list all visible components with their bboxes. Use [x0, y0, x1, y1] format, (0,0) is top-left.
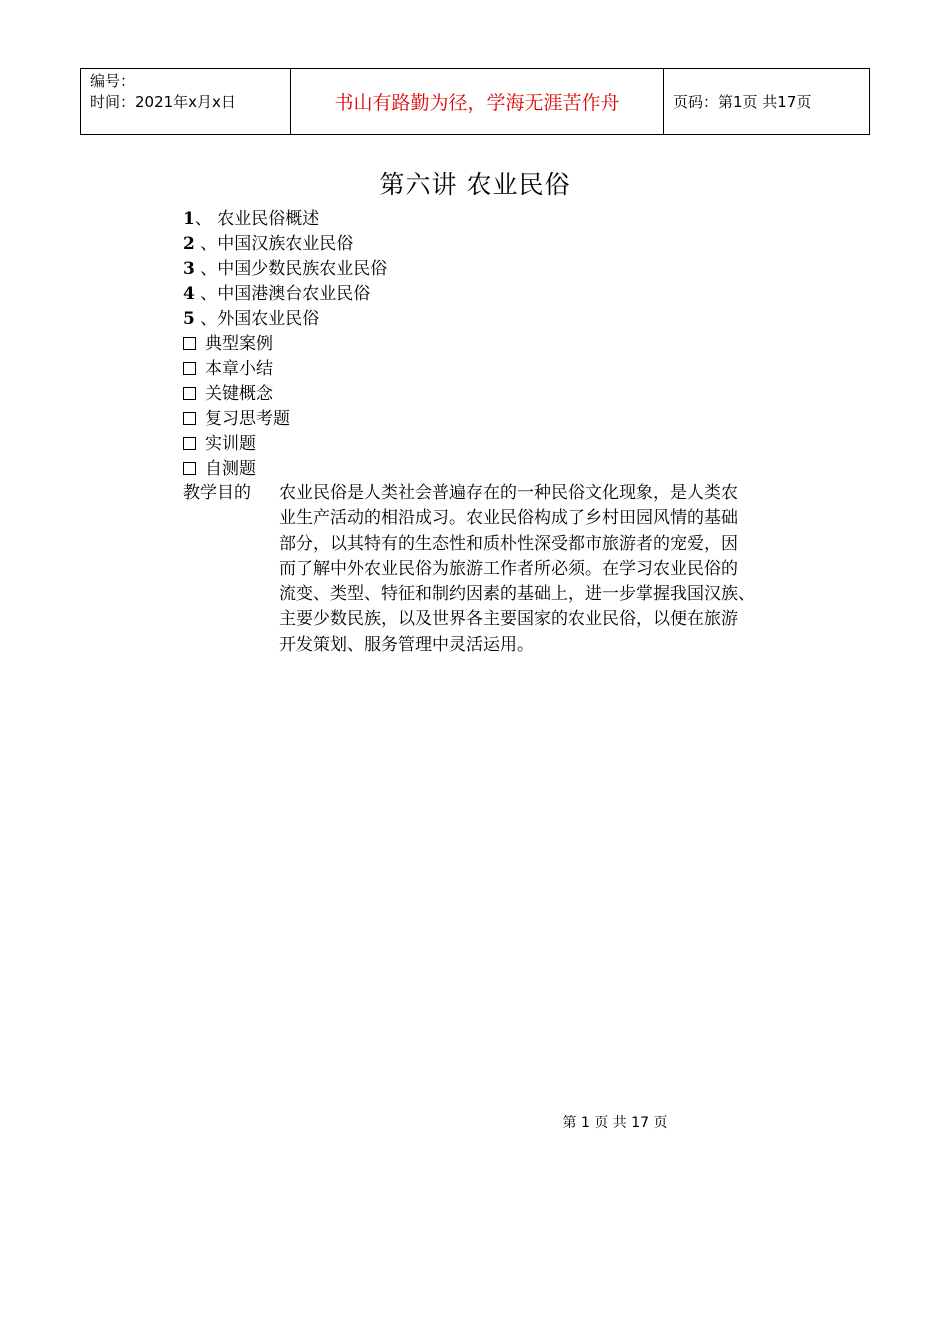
- purpose-line: 开发策划、服务管理中灵活运用。: [279, 634, 534, 655]
- section-item: 实训题: [183, 432, 387, 457]
- teaching-purpose-text: [279, 481, 819, 658]
- checkbox-square-icon: [183, 362, 196, 375]
- header-table: [80, 68, 870, 135]
- checkbox-square-icon: [183, 412, 196, 425]
- checkbox-square-icon: [183, 337, 196, 350]
- purpose-line: 而了解中外农业民俗为旅游工作者所必须。在学习农业民俗的: [279, 558, 738, 579]
- section-item: 自测题: [183, 457, 387, 482]
- section-item: 复习思考题: [183, 407, 387, 432]
- footer-page-number: 第 1 页 共 17 页: [562, 1115, 668, 1131]
- section-item: 关键概念: [183, 382, 387, 407]
- toc-item: 5 、外国农业民俗: [183, 309, 320, 329]
- table-of-contents: [183, 207, 387, 482]
- header-page-info: 页码：第1页 共17页: [664, 69, 870, 135]
- purpose-line: 流变、类型、特征和制约因素的基础上，进一步掌握我国汉族、: [279, 584, 755, 605]
- toc-item: 2 、中国汉族农业民俗: [183, 234, 354, 254]
- section-item: 典型案例: [183, 332, 387, 357]
- header-motto: 书山有路勤为径，学海无涯苦作舟: [291, 69, 664, 135]
- purpose-line: 农业民俗是人类社会普遍存在的一种民俗文化现象，是人类农: [279, 483, 738, 503]
- purpose-line: 主要少数民族，以及世界各主要国家的农业民俗，以便在旅游: [279, 609, 738, 630]
- toc-item: 4 、中国港澳台农业民俗: [183, 284, 371, 304]
- section-item: 本章小结: [183, 357, 387, 382]
- time-label: 时间：2021年x月x日: [90, 93, 236, 111]
- toc-item: 1、 农业民俗概述: [183, 209, 320, 229]
- checkbox-square-icon: [183, 387, 196, 400]
- page-title: 第六讲 农业民俗: [379, 170, 571, 199]
- page-footer: [0, 1112, 950, 1132]
- checkbox-square-icon: [183, 437, 196, 450]
- purpose-line: 部分，以其特有的生态性和质朴性深受都市旅游者的宠爱，因: [279, 533, 738, 554]
- number-label: 编号：: [90, 72, 136, 90]
- purpose-line: 业生产活动的相沿成习。农业民俗构成了乡村田园风情的基础: [279, 508, 738, 529]
- toc-item: 3 、中国少数民族农业民俗: [183, 259, 388, 279]
- checkbox-square-icon: [183, 462, 196, 475]
- teaching-purpose-label: 教学目的: [183, 483, 251, 503]
- header-meta: [81, 69, 291, 135]
